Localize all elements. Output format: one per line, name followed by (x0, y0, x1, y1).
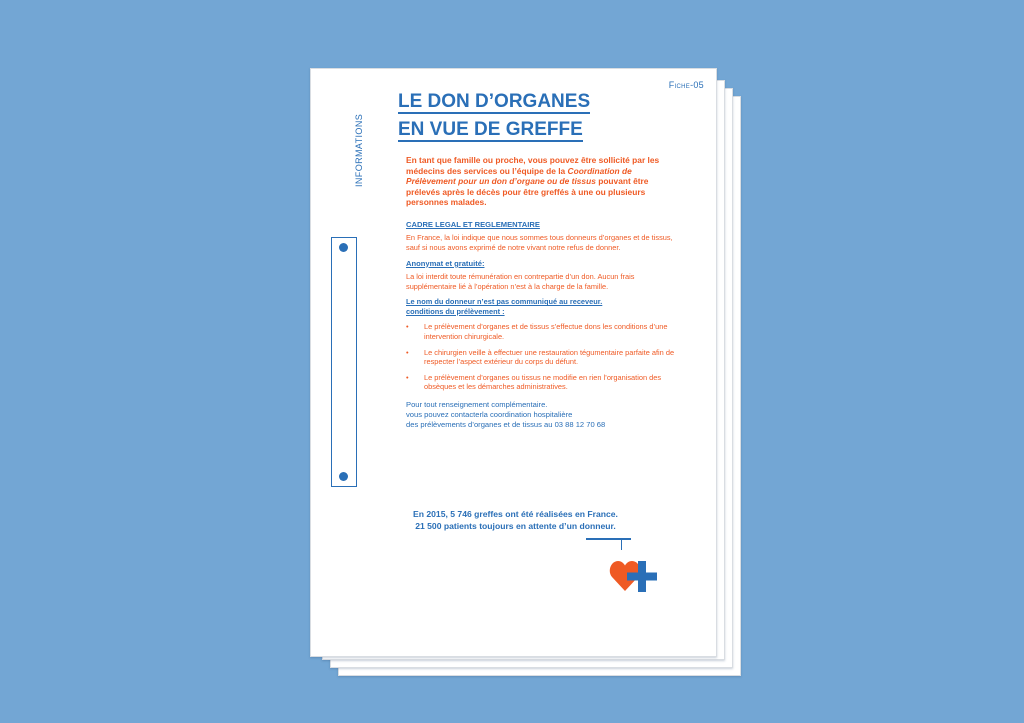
contact-line-1: Pour tout renseignement complémentaire. (406, 399, 548, 409)
stats-line-1: En 2015, 5 746 greffes ont été réalisées en France. (413, 509, 618, 519)
speech-bubble-line (586, 538, 622, 540)
contact-line-3: des prélèvements d’organes et de tissus au 03 88 12 70 68 (406, 419, 606, 429)
intro-emphasis: Coordination de Prélèvement pour un don d’organe ou de tissus (406, 165, 632, 187)
heart-plus-icon (609, 557, 667, 593)
binder-hole-bottom-icon (339, 472, 348, 481)
binder-strip (331, 237, 357, 487)
speech-bubble-tail (621, 538, 632, 550)
title-line-2: EN VUE DE GREFFE (398, 119, 583, 140)
document-page (310, 68, 717, 657)
title-line-1: LE DON D’ORGANES (398, 91, 591, 112)
list-item: • Le prélèvement d’organes ou tissus ne modifie en rien l’organisation des obsèques et les démarches administratives. (406, 373, 676, 392)
fiche-number: Fiche-05 (668, 80, 704, 90)
intro-paragraph (406, 155, 676, 208)
page-title (398, 89, 590, 145)
contact-info (406, 400, 676, 430)
list-item: • Le chirurgien veille à effectuer une restauration tégumentaire parfaite afin de respecter l’aspect extérieur du corps du défunt. (406, 348, 676, 367)
section-conditions-heading-underlined: Le nom du donneur n’est pas communiqué au receveur. (406, 297, 603, 307)
intro-text-after: pouvant être prélevés après le décès pour être greffés à une ou plusieurs personnes malades. (406, 176, 649, 208)
side-label: INFORMATIONS (354, 113, 364, 187)
intro-text-before: En tant que famille ou proche, vous pouvez être sollicité par les médecins des services ou l’équipe de la (406, 155, 660, 176)
section-conditions-heading (406, 297, 676, 316)
contact-line-2: vous pouvez contacterla coordination hospitalière (406, 409, 573, 419)
section-anonymity-heading: Anonymat et gratuité: (406, 258, 485, 268)
stats-line-2: 21 500 patients toujours en attente d’un donneur. (415, 520, 616, 531)
section-legal-text: En France, la loi indique que nous sommes tous donneurs d’organes et de tissus, sauf si nous avons exprimé de notre vivant notre refus de donner. (406, 233, 673, 253)
conditions-list (406, 322, 676, 392)
stats-block (413, 509, 618, 532)
binder-hole-top-icon (339, 243, 348, 252)
side-label-wrapper (352, 113, 366, 187)
section-anonymity-text: La loi interdit toute rémunération en contrepartie d’un don. Aucun frais supplémentaire lié à l’opération n’est à la charge de la famille. (406, 272, 635, 291)
list-item: • Le prélèvement d’organes et de tissus s’effectue dons les conditions d’une intervention chirurgicale. (406, 322, 676, 341)
main-content (406, 155, 676, 430)
section-legal-heading: CADRE LEGAL ET REGLEMENTAIRE (406, 219, 540, 229)
section-conditions-heading-rest: conditions du prélèvement : (406, 306, 505, 316)
